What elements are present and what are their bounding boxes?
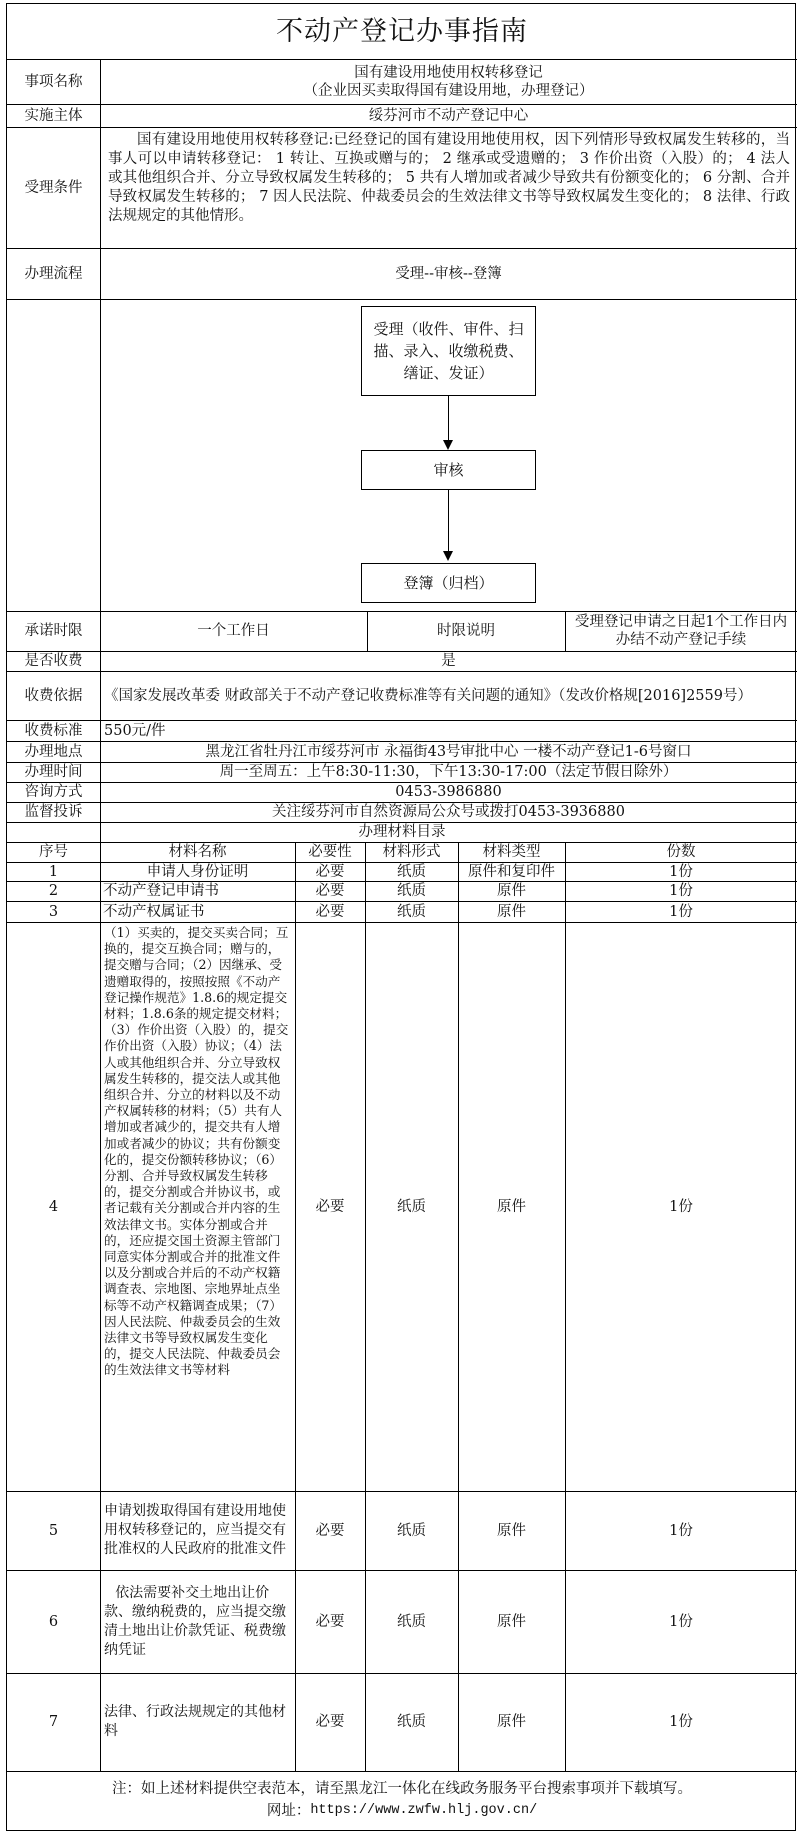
- charge-basis-label: 收费依据: [24, 687, 83, 704]
- complaint-value: 关注绥芬河市自然资源局公众号或拨打0453-3936880: [272, 804, 625, 820]
- hours-label: 办理时间: [24, 764, 83, 780]
- process-label: 办理流程: [24, 265, 83, 282]
- page-title: 不动产登记办事指南: [276, 15, 528, 47]
- charge-value: 是: [441, 653, 456, 669]
- row4-necessity: 必要: [315, 1198, 345, 1215]
- hours-value: 周一至周五：上午8:30-11:30，下午13:30-17:00（法定节假日除外）: [219, 764, 678, 780]
- row1-type: 原件和复印件: [468, 863, 555, 880]
- header-name: 材料名称: [168, 844, 227, 860]
- process-summary: 受理--审核--登簿: [395, 265, 502, 282]
- guide-sheet: [6, 3, 796, 1831]
- row6-type: 原件: [497, 1613, 526, 1630]
- row6-name: 依法需要补交土地出让价款、缴纳税费的，应当提交缴清土地出让价款凭证、税费缴纳凭证: [104, 1584, 286, 1658]
- row7-no: 7: [48, 1714, 59, 1730]
- row5-form: 纸质: [397, 1522, 426, 1539]
- header-type: 材料类型: [482, 844, 541, 860]
- row3-type: 原件: [497, 903, 526, 920]
- row4-no: 4: [48, 1198, 59, 1215]
- charge-standard-value: 550元/件: [104, 722, 166, 739]
- location-label: 办理地点: [24, 743, 83, 760]
- complaint-label: 监督投诉: [24, 804, 83, 820]
- row7-count: 1份: [669, 1714, 693, 1730]
- charge-label: 是否收费: [24, 653, 83, 669]
- item-name-line2: （企业因买卖取得国有建设用地，办理登记）: [303, 82, 594, 99]
- row2-form: 纸质: [397, 883, 426, 899]
- conditions-label: 受理条件: [24, 179, 83, 196]
- row5-no: 5: [48, 1522, 59, 1539]
- row5-count: 1份: [669, 1522, 693, 1539]
- row7-type: 原件: [497, 1714, 526, 1730]
- row7-name: 法律、行政法规规定的其他材料: [104, 1704, 286, 1739]
- row2-name: 不动产登记申请书: [103, 883, 219, 899]
- row1-name: 申请人身份证明: [146, 863, 249, 880]
- row3-no: 3: [48, 903, 59, 920]
- row4-type: 原件: [497, 1198, 526, 1215]
- flow-arrowhead-2: [443, 551, 453, 561]
- flow-step-register: 登簿（归档）: [361, 563, 536, 603]
- consult-value: 0453-3986880: [395, 784, 502, 800]
- charge-standard-label: 收费标准: [24, 722, 83, 739]
- footer-url-line: [7, 1800, 797, 1822]
- row4-name: （1）买卖的，提交买卖合同；互换的，提交互换合同；赠与的，提交赠与合同；（2）因继承、受遗赠取得的，按照按照《不动产登记操作规范》1.8.6的规定提交材料；1.8.6条的规定提交材料；（3）作价出资（入股）的，提交作价出资（入股）协议；（4）法人或其他组织合并、分立导致权属发生转移的，提交法人或其他组织合并、分立的材料以及不动产权属转移的材料；（5）共有人增加或者减少的，提交共有人增加或者减少的协议；共有份额变化的，提交份额转移协议；（6）分割、合并导致权属发生转移的，提交分割或合并协议书，或者记载有关分割或合并内容的生效法律文书。实体分割或合并的，还应提交国土资源主管部门同意实体分割或合并的批准文件以及分割或合并后的不动产权籍调查表、宗地图、宗地界址点坐标等不动产权籍调查成果；（7）因人民法院、仲裁委员会的生效法律文书等导致权属发生变化的，提交人民法院、仲裁委员会的生效法律文书等材料: [104, 925, 289, 1378]
- row2-count: 1份: [669, 883, 693, 899]
- row6-necessity: 必要: [315, 1613, 345, 1630]
- item-name-value: [100, 59, 797, 104]
- row5-necessity: 必要: [315, 1522, 345, 1539]
- promise-note: 受理登记申请之日起1个工作日内办结不动产登记手续: [574, 614, 788, 648]
- promise-value: 一个工作日: [197, 623, 270, 639]
- materials-title: 办理材料目录: [358, 824, 446, 840]
- flow-arrowhead-1: [443, 440, 453, 450]
- header-form: 材料形式: [382, 844, 441, 860]
- header-no: 序号: [39, 844, 68, 860]
- implementer-value: 绥芬河市不动产登记中心: [368, 107, 529, 124]
- row3-necessity: 必要: [315, 903, 345, 920]
- row3-name: 不动产权属证书: [103, 903, 205, 920]
- row1-necessity: 必要: [315, 863, 345, 880]
- row5-type: 原件: [497, 1522, 526, 1539]
- row7-necessity: 必要: [315, 1714, 345, 1730]
- footer-url-link[interactable]: https://www.zwfw.hlj.gov.cn/: [310, 1803, 538, 1818]
- row1-count: 1份: [669, 863, 693, 880]
- location-value: 黑龙江省牡丹江市绥芬河市 永福街43号审批中心 一楼不动产登记1-6号窗口: [205, 743, 692, 760]
- row6-count: 1份: [669, 1613, 693, 1630]
- consult-label: 咨询方式: [24, 784, 83, 800]
- row6-no: 6: [48, 1613, 59, 1630]
- footer-note: 注：如上述材料提供空表范本，请至黑龙江一体化在线政务服务平台搜索事项并下载填写。: [112, 1781, 692, 1797]
- promise-note-label: 时限说明: [437, 623, 495, 639]
- flow-arrow-1: [448, 396, 449, 441]
- header-necessity: 必要性: [308, 844, 352, 860]
- row2-necessity: 必要: [315, 883, 345, 899]
- item-name-line1: 国有建设用地使用权转移登记: [354, 64, 543, 81]
- footer-url-label: 网址：: [266, 1803, 311, 1819]
- row3-form: 纸质: [397, 903, 426, 920]
- conditions-text: 国有建设用地使用权转移登记:已经登记的国有建设用地使用权，因下列情形导致权属发生转移的，当事人可以申请转移登记： 1 转让、互换或赠与的； 2 继承或受遗赠的； 3 作价出资（入股）的； 4 法人或其他组织合并、分立导致权属发生转移的； 5 共有人增加或者减少导致共有份额变化的； 6 分割、合并导致权属发生转移的； 7 因人民法院、仲裁委员会的生效法律文书等导致权属发生变化的； 8 法律、行政法规规定的其他情形。: [108, 132, 790, 224]
- row1-form: 纸质: [397, 863, 426, 880]
- row4-form: 纸质: [397, 1198, 426, 1215]
- row6-form: 纸质: [397, 1613, 426, 1630]
- flow-step-accept: 受理（收件、审件、扫描、录入、收缴税费、缮证、发证）: [361, 306, 536, 396]
- row1-no: 1: [48, 863, 59, 880]
- header-count: 份数: [666, 844, 696, 860]
- flow-step-review: 审核: [361, 450, 536, 490]
- row2-no: 2: [48, 883, 59, 899]
- row3-count: 1份: [669, 903, 693, 920]
- promise-label: 承诺时限: [24, 623, 83, 639]
- row7-form: 纸质: [397, 1714, 426, 1730]
- charge-basis-value: 《国家发展改革委 财政部关于不动产登记收费标准等有关问题的通知》（发改价格规[2016]2559号）: [104, 687, 752, 704]
- row4-count: 1份: [669, 1198, 693, 1215]
- flow-arrow-2: [448, 490, 449, 552]
- item-name-label: 事项名称: [24, 73, 83, 90]
- implementer-label: 实施主体: [24, 107, 83, 124]
- row2-type: 原件: [497, 883, 526, 899]
- row5-name: 申请划拨取得国有建设用地使用权转移登记的，应当提交有批准权的人民政府的批准文件: [104, 1503, 286, 1557]
